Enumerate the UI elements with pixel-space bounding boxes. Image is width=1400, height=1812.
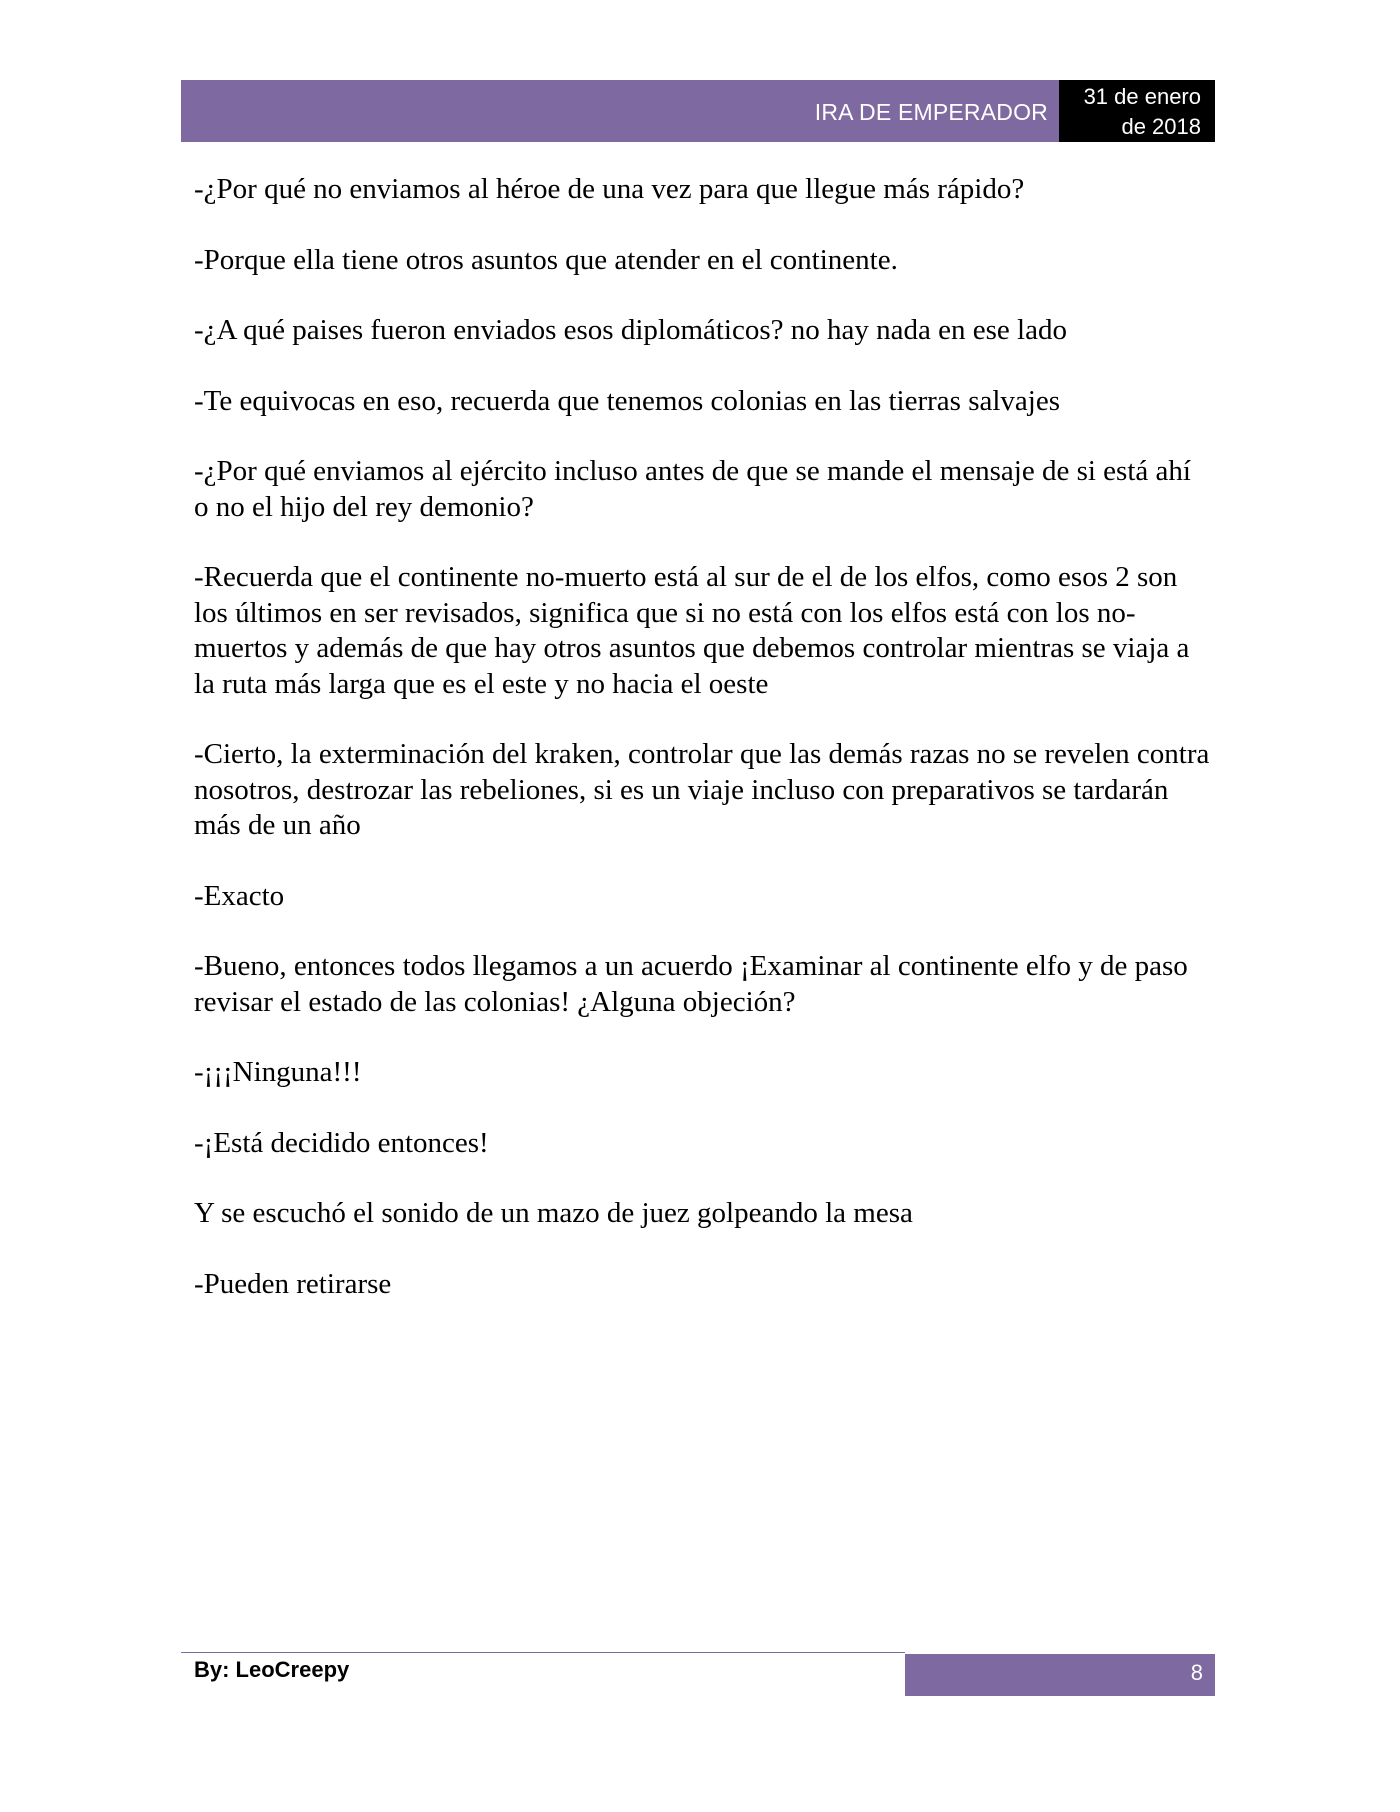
paragraph: -¿Por qué enviamos al ejército incluso antes de que se mande el mensaje de si está ahí o no el hijo del rey demonio? xyxy=(194,455,1191,523)
header-date-line2: de 2018 xyxy=(1121,114,1201,139)
paragraph: -Exacto xyxy=(194,879,285,912)
paragraph: -Cierto, la exterminación del kraken, controlar que las demás razas no se revelen contra nosotros, destrozar las rebeliones, si es un viaje incluso con preparativos se tardarán más de un año xyxy=(194,738,1210,841)
paragraph: -¡¡¡Ninguna!!! xyxy=(194,1056,362,1088)
footer-author: By: LeoCreepy xyxy=(194,1657,350,1682)
paragraph: -¡Está decidido entonces! xyxy=(194,1126,489,1159)
page-body xyxy=(194,172,1210,1337)
paragraph: -Pueden retirarse xyxy=(194,1267,392,1300)
paragraph: -Porque ella tiene otros asuntos que atender en el continente. xyxy=(194,243,898,276)
paragraph: -¿A qué paises fueron enviados esos diplomáticos? no hay nada en ese lado xyxy=(194,314,1067,346)
header-date-line1: 31 de enero xyxy=(1083,84,1201,109)
paragraph: Y se escuchó el sonido de un mazo de juez golpeando la mesa xyxy=(194,1197,913,1229)
footer-divider xyxy=(181,1652,905,1653)
paragraph: -Bueno, entonces todos llegamos a un acuerdo ¡Examinar al continente elfo y de paso revisar el estado de las colonias! ¿Alguna objeción? xyxy=(194,950,1188,1018)
header-title: IRA DE EMPERADOR xyxy=(814,99,1048,125)
paragraph: -Te equivocas en eso, recuerda que tenemos colonias en las tierras salvajes xyxy=(194,384,1061,417)
page-number: 8 xyxy=(1190,1660,1203,1685)
paragraph: -Recuerda que el continente no-muerto está al sur de el de los elfos, como esos 2 son los últimos en ser revisados, significa que si no está con los elfos está con los no-muertos y además de que hay otros asuntos que debemos controlar mientras se viaja a la ruta más larga que es el este y no hacia el oeste xyxy=(194,561,1190,700)
header-date xyxy=(1059,80,1215,142)
paragraph: -¿Por qué no enviamos al héroe de una vez para que llegue más rápido? xyxy=(194,173,1025,205)
